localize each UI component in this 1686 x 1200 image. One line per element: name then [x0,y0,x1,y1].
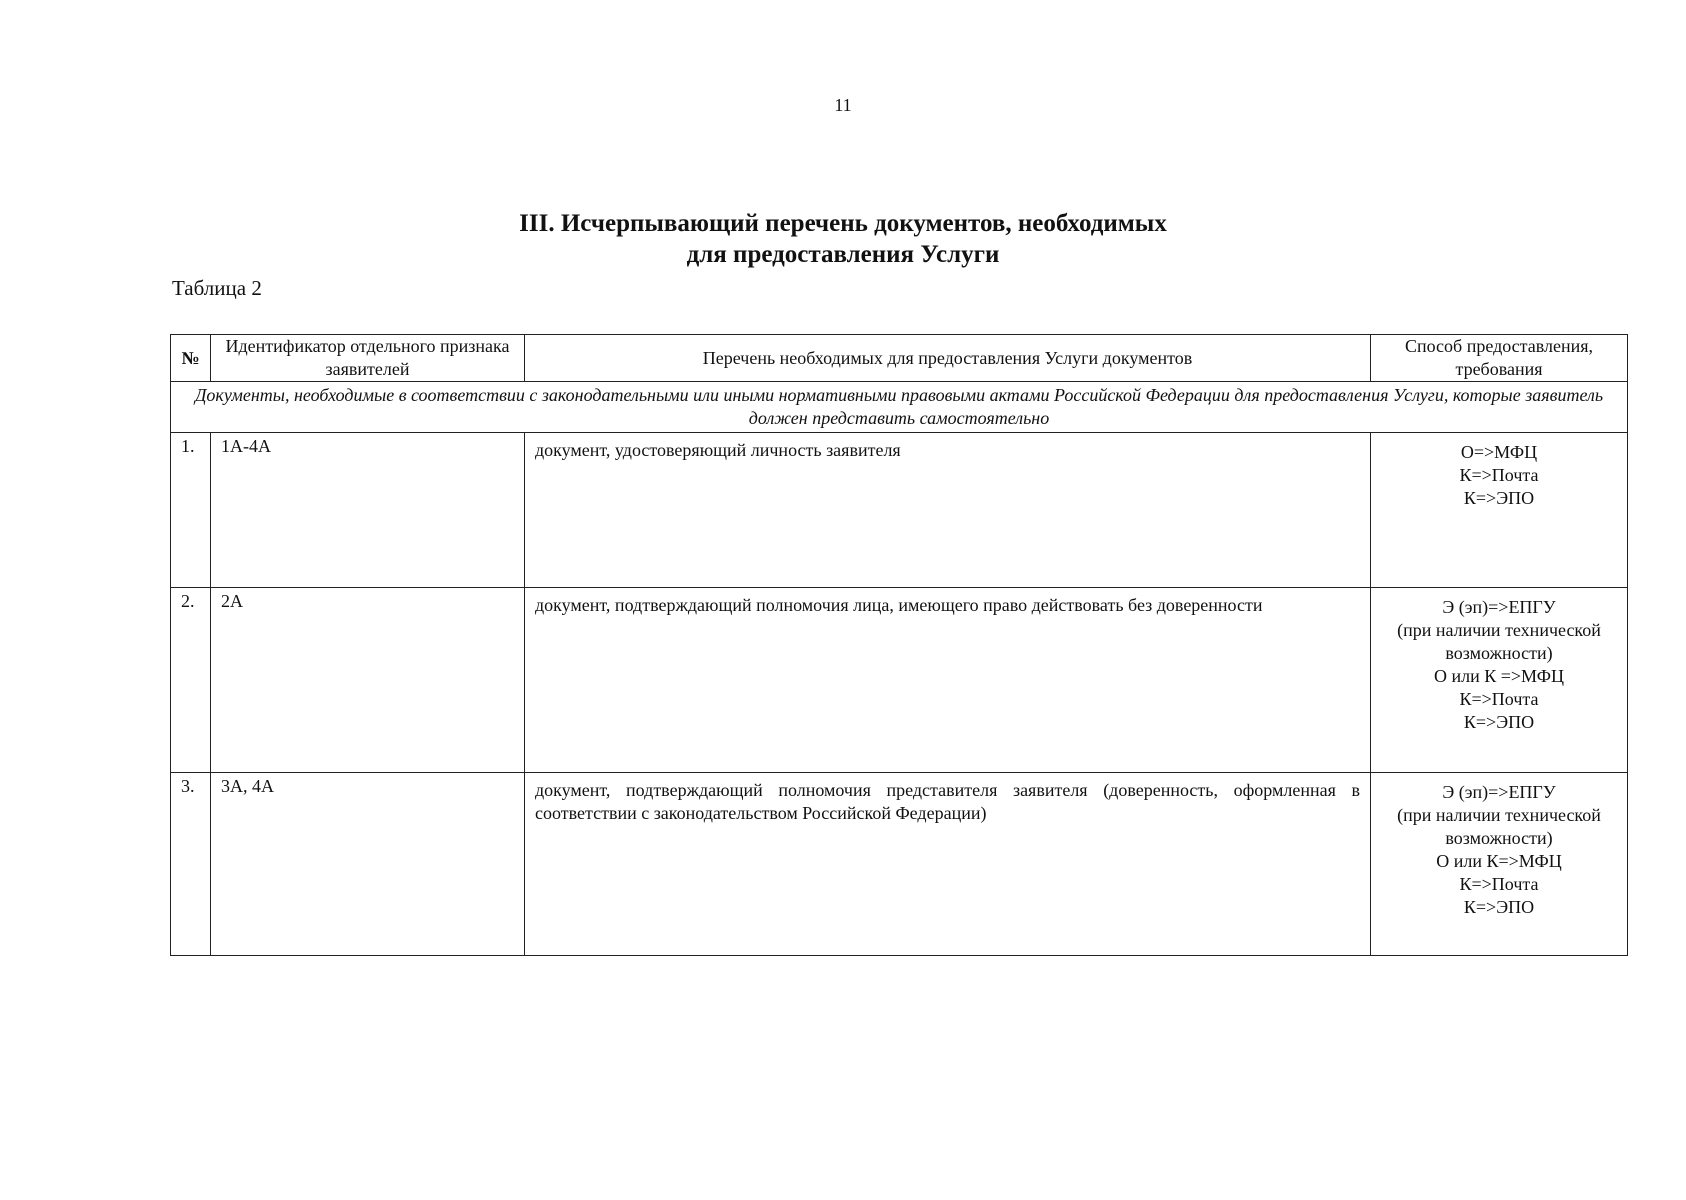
method-line: К=>ЭПО [1463,712,1535,732]
method-line: Э (эп)=>ЕПГУ [1442,597,1556,617]
header-num: № [171,335,211,382]
method-line: возможности) [1445,828,1553,848]
method-line: О или К=>МФЦ [1436,851,1562,871]
row-identifier: 1А-4А [211,433,525,588]
table-row [171,588,1628,773]
row-method [1371,773,1628,956]
row-identifier: 2А [211,588,525,773]
row-method [1371,588,1628,773]
method-line: возможности) [1445,643,1553,663]
method-line: (при наличии технической [1397,620,1601,640]
method-line: О=>МФЦ [1460,442,1538,462]
row-num: 3. [171,773,211,956]
method-line: К=>Почта [1459,874,1539,894]
row-document: документ, подтверждающий полномочия лица, имеющего право действовать без доверенности [525,588,1371,773]
method-line: К=>ЭПО [1463,897,1535,917]
section-title [0,208,1686,270]
row-num: 1. [171,433,211,588]
section-title-line-2: для предоставления Услуги [686,241,1000,268]
section-title-line-1: III. Исчерпывающий перечень документов, необходимых [519,210,1167,237]
header-method: Способ предоставления, требования [1371,335,1628,382]
header-identifier: Идентификатор отдельного признака заявителей [211,335,525,382]
documents-table [170,334,1628,956]
page-number: 11 [834,95,852,115]
row-num: 2. [171,588,211,773]
row-document: документ, подтверждающий полномочия представителя заявителя (доверенность, оформленная в соответствии с законодательством Российской Федерации) [525,773,1371,956]
header-documents: Перечень необходимых для предоставления Услуги документов [525,335,1371,382]
method-line: Э (эп)=>ЕПГУ [1442,782,1556,802]
row-method [1371,433,1628,588]
table-row [171,433,1628,588]
method-line: К=>Почта [1459,465,1539,485]
method-line: О или К =>МФЦ [1433,666,1565,686]
table-section-row [171,382,1628,433]
table-row [171,773,1628,956]
table-caption: Таблица 2 [172,276,262,300]
table-header-row [171,335,1628,382]
method-line: (при наличии технической [1397,805,1601,825]
row-document: документ, удостоверяющий личность заявителя [525,433,1371,588]
method-line: К=>Почта [1459,689,1539,709]
method-line: К=>ЭПО [1463,488,1535,508]
section-row-title: Документы, необходимые в соответствии с законодательными или иными нормативными правовыми актами Российской Федерации для предоставления Услуги, которые заявитель должен представить самостоятельно [171,382,1628,433]
row-identifier: 3А, 4А [211,773,525,956]
